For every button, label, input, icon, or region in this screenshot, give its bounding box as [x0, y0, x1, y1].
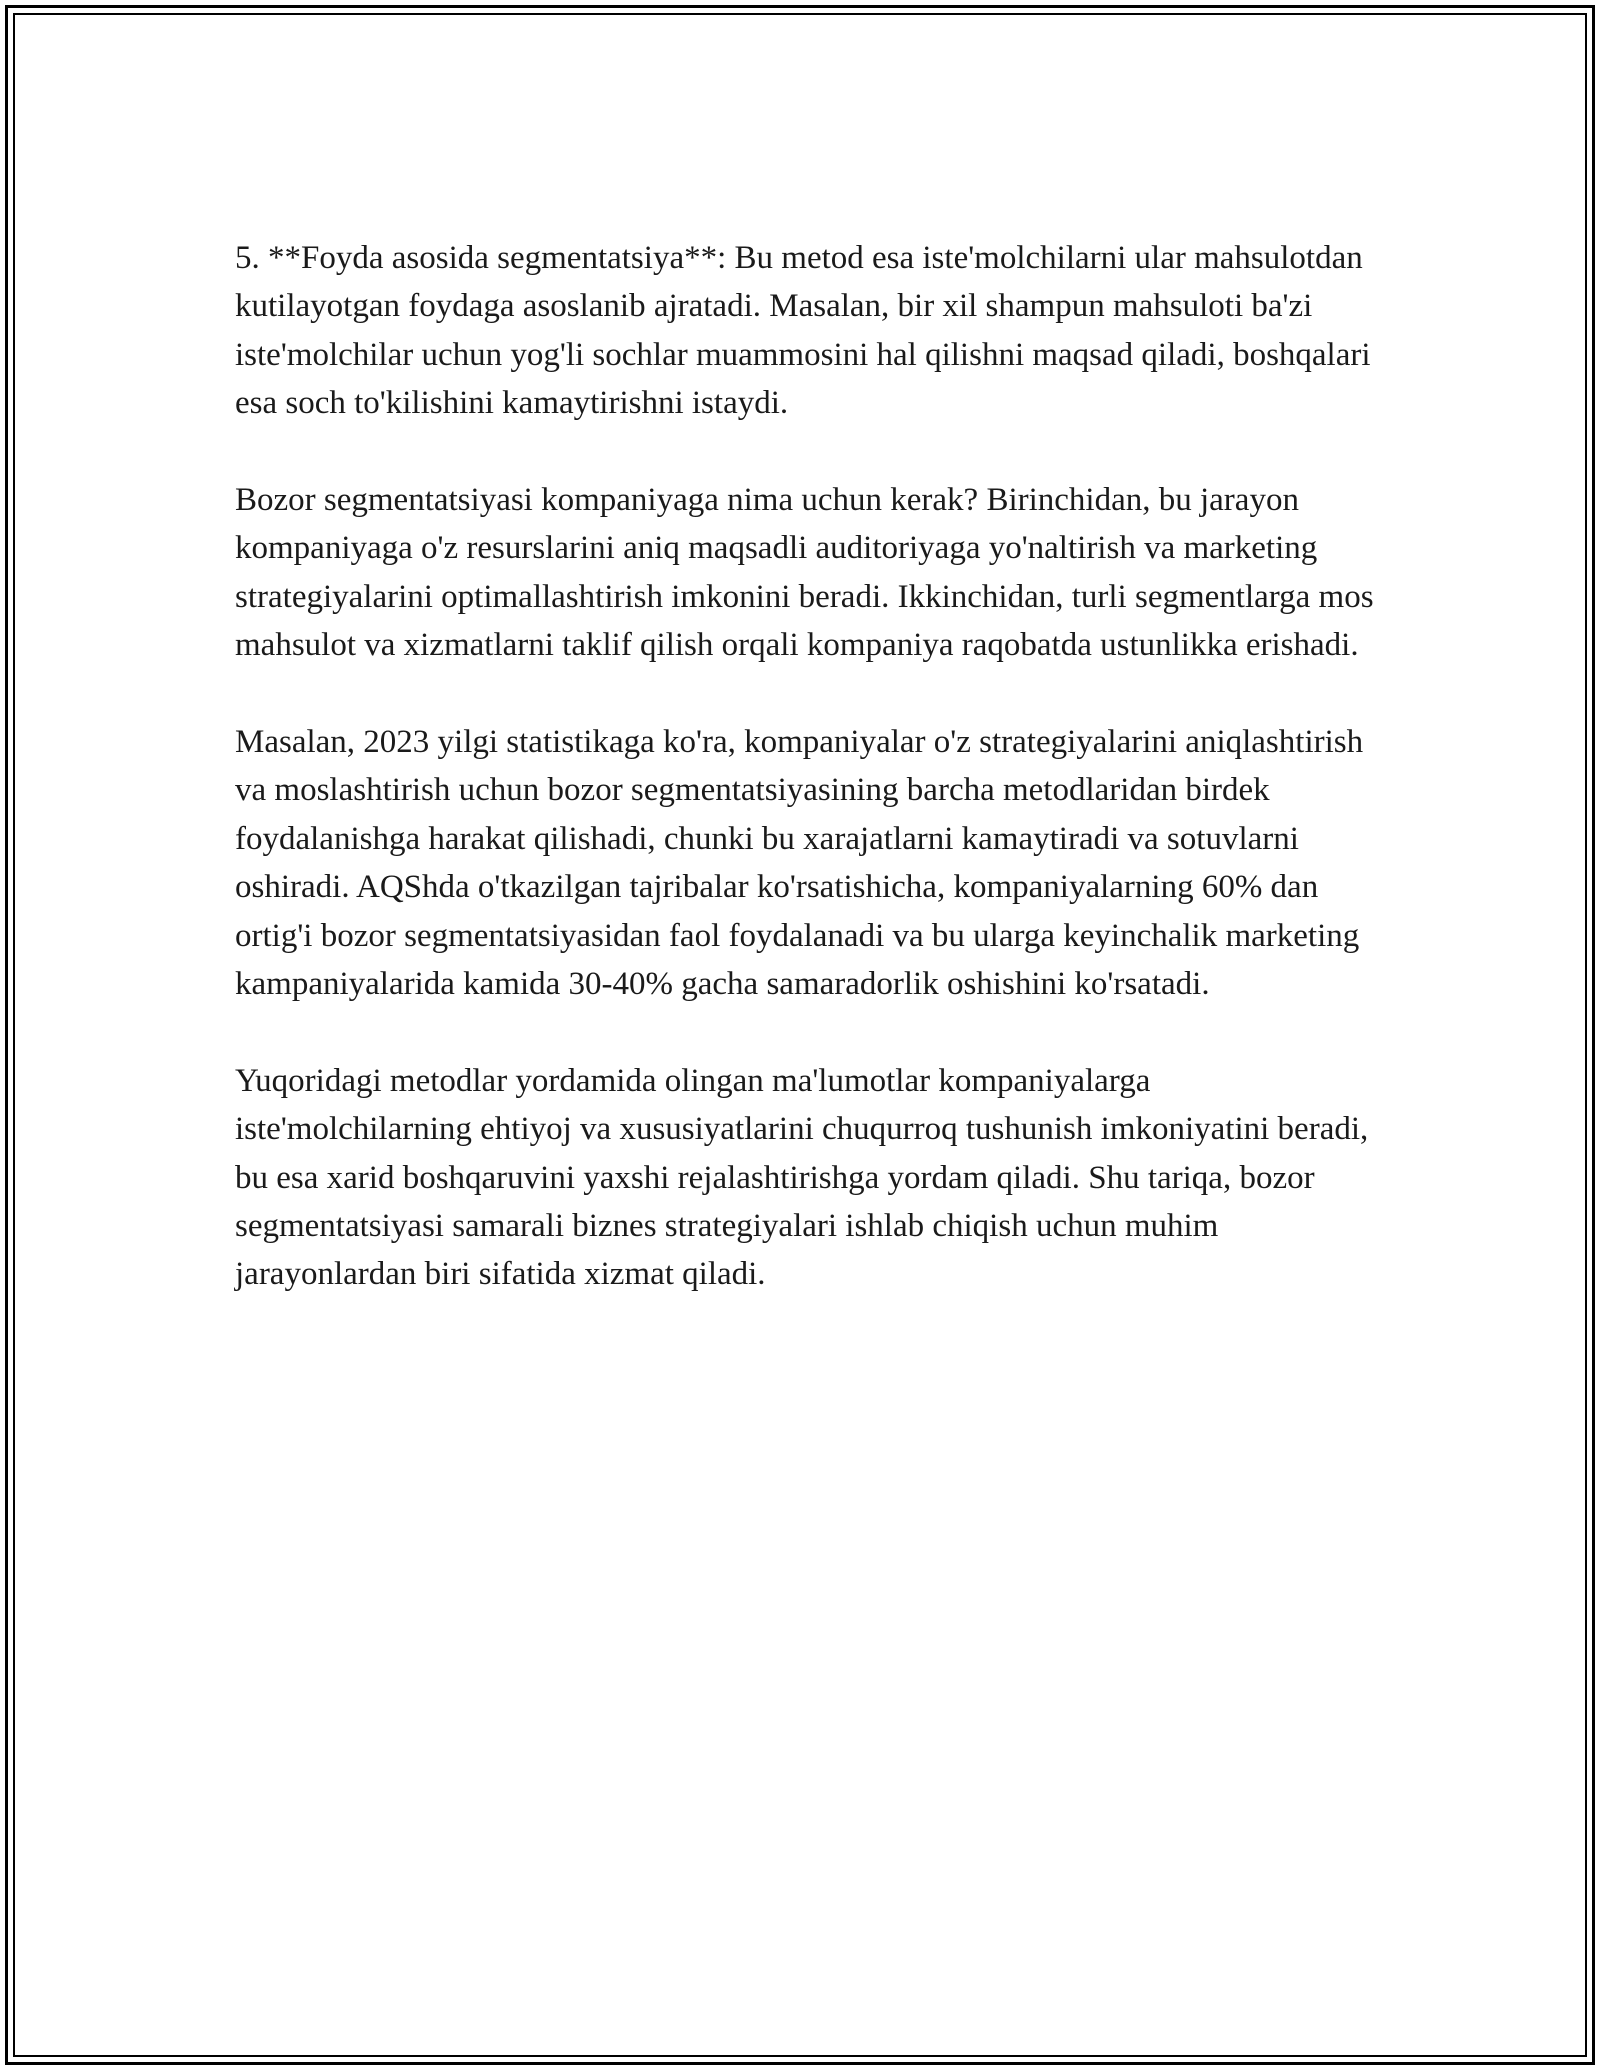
paragraph-why-segmentation: Bozor segmentatsiyasi kompaniyaga nima uchun kerak? Birinchidan, bu jarayon kompaniyaga o'z resurslarini aniq maqsadli auditoriyaga yo'naltirish va marketing strategiyalarini optimallashtirish imkonini beradi. Ikkinchidan, turli segmentlarga mos mahsulot va xizmatlarni taklif qilish orqali kompaniya raqobatda ustunlikka erishadi.: [235, 482, 1374, 664]
document-body: [235, 234, 1375, 1347]
paragraph-conclusion: Yuqoridagi metodlar yordamida olingan ma'lumotlar kompaniyalarga iste'molchilarning ehtiyoj va xususiyatlarini chuqurroq tushunish imkoniyatini beradi, bu esa xarid boshqaruvini yaxshi rejalashtirishga yordam qiladi. Shu tariqa, bozor segmentatsiyasi samarali biznes strategiyalari ishlab chiqish uchun muhim jarayonlardan biri sifatida xizmat qiladi.: [235, 1062, 1369, 1293]
paragraph-benefit-segmentation: 5. **Foyda asosida segmentatsiya**: Bu metod esa iste'molchilarni ular mahsulotdan kutilayotgan foydaga asoslanib ajratadi. Masalan, bir xil shampun mahsuloti ba'zi iste'molchilar uchun yog'li sochlar muammosini hal qilishni maqsad qiladi, boshqalari esa soch to'kilishini kamaytirishni istaydi.: [235, 240, 1371, 422]
paragraph-statistics: Masalan, 2023 yilgi statistikaga ko'ra, kompaniyalar o'z strategiyalarini aniqlashtirish va moslashtirish uchun bozor segmentatsiyasining barcha metodlaridan birdek foydalanishga harakat qilishadi, chunki bu xarajatlarni kamaytiradi va sotuvlarni oshiradi. AQShda o'tkazilgan tajribalar ko'rsatishicha, kompaniyalarning 60% dan ortig'i bozor segmentatsiyasidan faol foydalanadi va bu ularga keyinchalik marketing kampaniyalarida kamida 30-40% gacha samaradorlik oshishini ko'rsatadi.: [235, 724, 1364, 1003]
